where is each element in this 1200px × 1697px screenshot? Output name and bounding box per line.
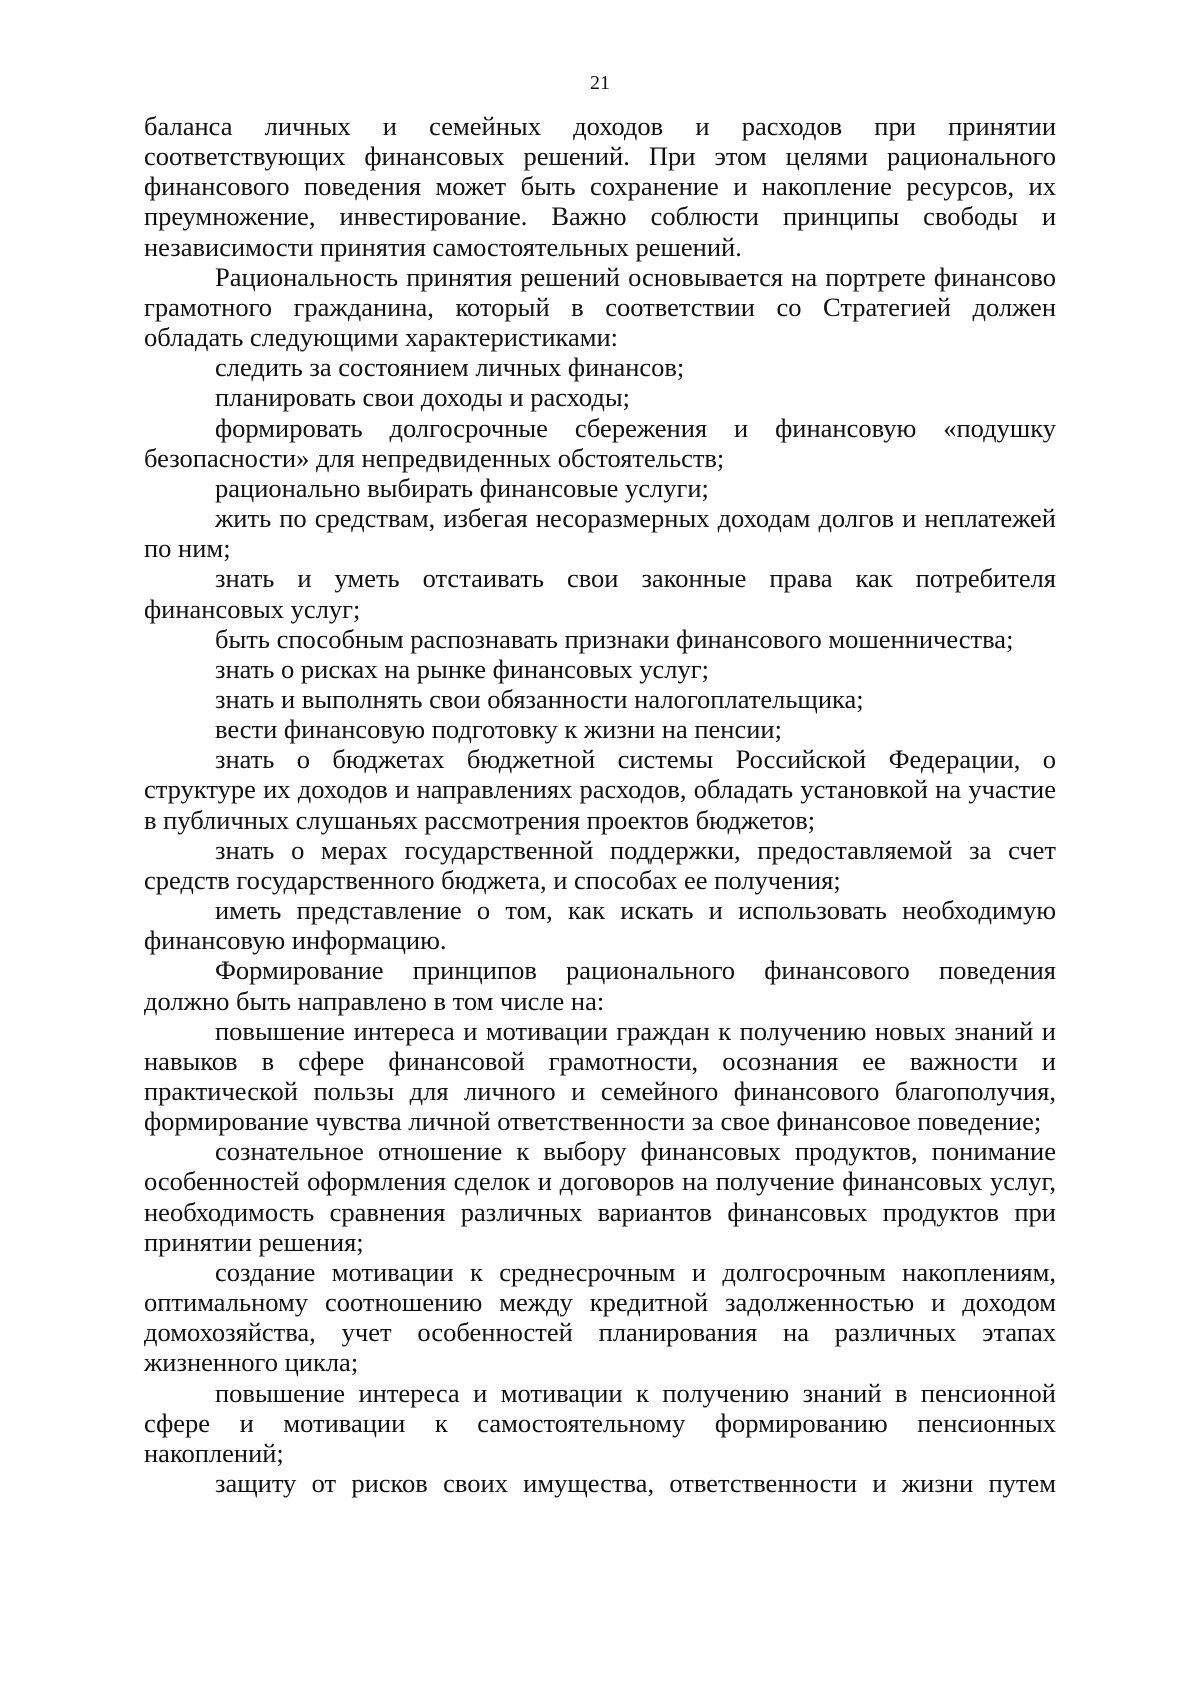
paragraph: сознательное отношение к выбору финансовых продуктов, понимание особенностей оформления сделок и договоров на получение финансовых услуг, необходимость сравнения различных вариантов финансовых продуктов при принятии решения; xyxy=(144,1136,1056,1257)
paragraph: знать и выполнять свои обязанности налогоплательщика; xyxy=(215,683,864,714)
paragraph: баланса личных и семейных доходов и расходов при принятии соответствующих финансовых решений. При этом целями рационального финансового поведения может быть сохранение и накопление ресурсов, их преумножение, инвестирование. Важно соблюсти принципы свободы и независимости принятия самостоятельных решений. xyxy=(144,111,1056,262)
paragraph: жить по средствам, избегая несоразмерных доходам долгов и неплатежей по ним; xyxy=(144,503,1056,564)
paragraph: знать о рисках на рынке финансовых услуг; xyxy=(215,653,710,684)
paragraph: знать о бюджетах бюджетной системы Российской Федерации, о структуре их доходов и направлениях расходов, обладать установкой на участие в публичных слушаньях рассмотрения проектов бюджетов; xyxy=(144,744,1056,835)
paragraph: следить за состоянием личных финансов; xyxy=(215,352,685,383)
paragraph: повышение интереса и мотивации к получению знаний в пенсионной сфере и мотивации к самостоятельному формированию пенсионных накоплений; xyxy=(144,1377,1056,1468)
paragraph: вести финансовую подготовку к жизни на пенсии; xyxy=(215,714,782,745)
paragraph: знать о мерах государственной поддержки, предоставляемой за счет средств государственного бюджета, и способах ее получения; xyxy=(144,834,1056,895)
document-body xyxy=(144,111,1056,1498)
paragraph: Формирование принципов рационального финансового поведения должно быть направлено в том числе на: xyxy=(144,955,1056,1016)
paragraph: формировать долгосрочные сбережения и финансовую «подушку безопасности» для непредвиденных обстоятельств; xyxy=(144,412,1056,473)
paragraph: повышение интереса и мотивации граждан к получению новых знаний и навыков в сфере финансовой грамотности, осознания ее важности и практической пользы для личного и семейного финансового благополучия, формирование чувства личной ответственности за свое финансовое поведение; xyxy=(144,1015,1056,1137)
paragraph: защиту от рисков своих имущества, ответственности и жизни путем xyxy=(215,1468,1056,1499)
paragraph: быть способным распознавать признаки финансового мошенничества; xyxy=(215,623,1014,654)
paragraph: знать и уметь отстаивать свои законные права как потребителя финансовых услуг; xyxy=(144,563,1056,624)
paragraph: рационально выбирать финансовые услуги; xyxy=(215,472,709,503)
paragraph: создание мотивации к среднесрочным и долгосрочным накоплениям, оптимальному соотношению между кредитной задолженностью и доходом домохозяйства, учет особенностей планирования на различных этапах жизненного цикла; xyxy=(144,1256,1056,1378)
page-number: 21 xyxy=(590,72,610,94)
paragraph: планировать свои доходы и расходы; xyxy=(215,382,631,413)
paragraph: Рациональность принятия решений основывается на портрете финансово грамотного гражданина, который в соответствии со Стратегией должен обладать следующими характеристиками: xyxy=(144,261,1056,353)
paragraph: иметь представление о том, как искать и использовать необходимую финансовую информацию. xyxy=(144,895,1056,956)
